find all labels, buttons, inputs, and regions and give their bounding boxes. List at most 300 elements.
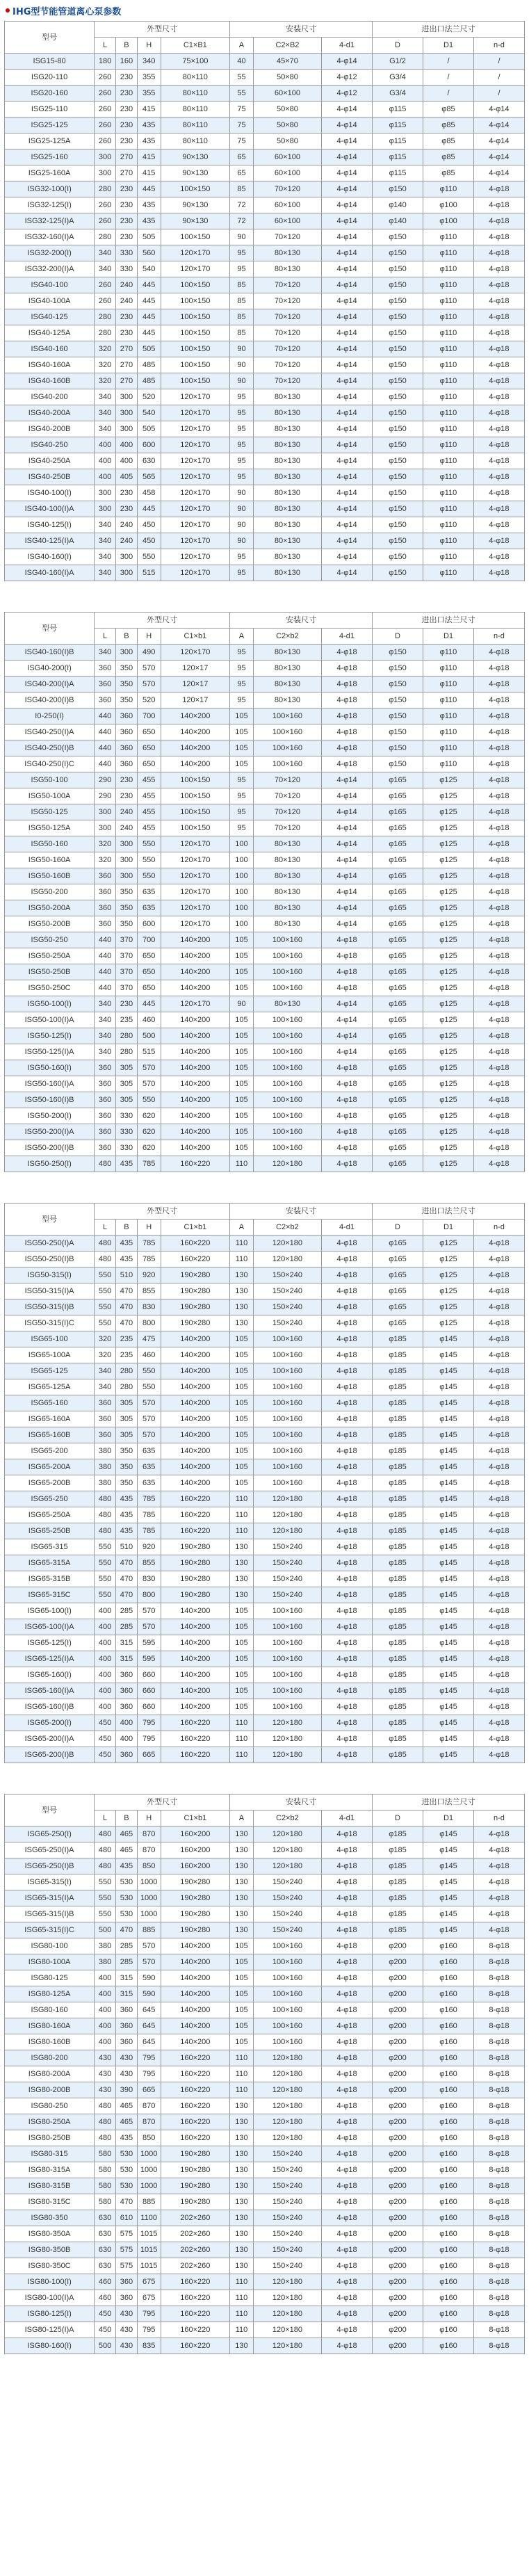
- table-cell: 80×130: [253, 421, 321, 437]
- table-cell: 120×170: [161, 261, 230, 277]
- table-cell: 100×160: [253, 1076, 321, 1092]
- table-cell: 1000: [137, 1874, 161, 1890]
- table-cell: 100×160: [253, 1603, 321, 1619]
- table-cell: φ200: [373, 2162, 423, 2178]
- table-cell: 4-φ18: [322, 1475, 373, 1491]
- table-cell: φ185: [373, 1427, 423, 1443]
- table-cell: 445: [137, 293, 161, 309]
- table-cell: 360: [95, 868, 116, 884]
- table-cell: 4-φ14: [322, 341, 373, 357]
- table-cell: 4-φ14: [322, 900, 373, 916]
- table-cell: 260: [95, 86, 116, 102]
- table-cell: φ110: [423, 453, 473, 469]
- model-cell: ISG50-100: [5, 772, 95, 788]
- table-cell: 4-φ14: [322, 118, 373, 133]
- table-row: [5, 1475, 525, 1491]
- table-cell: 340: [95, 533, 116, 549]
- table-cell: φ140: [373, 197, 423, 213]
- table-cell: 4-φ18: [322, 2258, 373, 2274]
- column-header: n-d: [473, 629, 524, 645]
- table-cell: 4-φ18: [473, 836, 524, 852]
- table-cell: 4-φ14: [322, 437, 373, 453]
- table-cell: φ185: [373, 1922, 423, 1938]
- table-cell: φ185: [373, 1619, 423, 1635]
- table-cell: φ150: [373, 677, 423, 692]
- table-cell: 230: [115, 485, 137, 501]
- table-cell: φ200: [373, 2082, 423, 2098]
- table-cell: 190×280: [161, 1299, 230, 1315]
- table-cell: 305: [115, 1076, 137, 1092]
- table-cell: 330: [115, 245, 137, 261]
- table-row: [5, 357, 525, 373]
- model-cell: I0-250(I): [5, 708, 95, 724]
- table-row: [5, 213, 525, 229]
- table-cell: 785: [137, 1236, 161, 1251]
- table-cell: 4-φ14: [322, 325, 373, 341]
- table-cell: 4-φ18: [322, 1715, 373, 1731]
- spec-table: [4, 1794, 525, 2354]
- table-cell: 4-φ18: [322, 677, 373, 692]
- table-cell: 4-φ14: [322, 149, 373, 165]
- table-cell: 315: [115, 1986, 137, 2002]
- table-cell: 4-φ18: [322, 1938, 373, 1954]
- table-row: [5, 2226, 525, 2242]
- table-cell: φ125: [423, 804, 473, 820]
- table-cell: 360: [115, 1683, 137, 1699]
- table-cell: 4-φ14: [322, 916, 373, 932]
- table-cell: 360: [95, 884, 116, 900]
- table-cell: 4-φ14: [322, 293, 373, 309]
- table-cell: 4-φ18: [473, 1890, 524, 1906]
- table-cell: 100×160: [253, 1347, 321, 1363]
- table-cell: φ185: [373, 1395, 423, 1411]
- table-cell: 350: [115, 1443, 137, 1459]
- model-cell: ISG65-315(I)A: [5, 1890, 95, 1906]
- table-row: [5, 996, 525, 1012]
- table-cell: φ165: [373, 788, 423, 804]
- table-cell: 4-φ18: [322, 1395, 373, 1411]
- table-row: [5, 1092, 525, 1108]
- table-cell: 140×200: [161, 1028, 230, 1044]
- table-cell: 160×220: [161, 1731, 230, 1747]
- model-cell: ISG65-100A: [5, 1347, 95, 1363]
- column-header: L: [95, 1811, 116, 1826]
- table-cell: 580: [95, 2162, 116, 2178]
- table-cell: 4-φ18: [473, 1571, 524, 1587]
- table-cell: 435: [115, 1156, 137, 1172]
- table-cell: 105: [230, 1028, 254, 1044]
- table-cell: 110: [230, 1523, 254, 1539]
- model-cell: ISG65-315(I): [5, 1874, 95, 1890]
- table-cell: 785: [137, 1491, 161, 1507]
- table-cell: 440: [95, 948, 116, 964]
- model-cell: ISG80-315: [5, 2146, 95, 2162]
- table-cell: 320: [95, 373, 116, 389]
- table-cell: 130: [230, 1826, 254, 1842]
- table-cell: 665: [137, 1747, 161, 1763]
- table-row: [5, 2242, 525, 2258]
- table-cell: 105: [230, 1667, 254, 1683]
- table-cell: φ145: [423, 1587, 473, 1603]
- table-cell: 4-φ18: [322, 2210, 373, 2226]
- table-cell: 4-φ14: [473, 165, 524, 181]
- table-cell: 190×280: [161, 1267, 230, 1283]
- table-cell: 120×180: [253, 1842, 321, 1858]
- table-cell: 4-φ18: [473, 565, 524, 581]
- table-cell: 130: [230, 1906, 254, 1922]
- table-cell: φ145: [423, 1363, 473, 1379]
- table-cell: 630: [95, 2210, 116, 2226]
- table-cell: 510: [115, 1539, 137, 1555]
- table-cell: 100×160: [253, 980, 321, 996]
- table-cell: 435: [137, 133, 161, 149]
- table-row: [5, 102, 525, 118]
- table-row: [5, 980, 525, 996]
- table-cell: 480: [95, 2098, 116, 2114]
- table-row: [5, 2194, 525, 2210]
- table-cell: 550: [95, 1587, 116, 1603]
- table-cell: φ145: [423, 1603, 473, 1619]
- table-cell: 160×200: [161, 1842, 230, 1858]
- table-cell: 400: [95, 469, 116, 485]
- table-cell: 90: [230, 373, 254, 389]
- model-cell: ISG65-315A: [5, 1555, 95, 1571]
- table-cell: 130: [230, 1315, 254, 1331]
- table-cell: 80×130: [253, 501, 321, 517]
- table-cell: 4-φ18: [322, 1507, 373, 1523]
- model-cell: ISG50-100(I): [5, 996, 95, 1012]
- table-cell: 95: [230, 421, 254, 437]
- table-cell: 140×200: [161, 708, 230, 724]
- table-row: [5, 724, 525, 740]
- table-cell: 4-φ18: [322, 1651, 373, 1667]
- table-cell: 120×180: [253, 1491, 321, 1507]
- table-cell: φ145: [423, 1555, 473, 1571]
- model-cell: ISG65-160: [5, 1395, 95, 1411]
- table-row: [5, 1076, 525, 1092]
- table-row: [5, 1156, 525, 1172]
- table-cell: 100×150: [161, 804, 230, 820]
- model-cell: ISG40-250(I)B: [5, 740, 95, 756]
- table-cell: 360: [95, 1395, 116, 1411]
- table-cell: 4-φ18: [322, 2178, 373, 2194]
- table-cell: 355: [137, 86, 161, 102]
- table-cell: 440: [95, 724, 116, 740]
- table-row: [5, 1347, 525, 1363]
- table-cell: 4-φ18: [322, 1587, 373, 1603]
- table-cell: φ110: [423, 277, 473, 293]
- table-cell: 140×200: [161, 1443, 230, 1459]
- table-cell: 130: [230, 1587, 254, 1603]
- table-cell: 330: [115, 1108, 137, 1124]
- table-cell: 1000: [137, 2146, 161, 2162]
- table-cell: 105: [230, 756, 254, 772]
- table-cell: 160×220: [161, 1236, 230, 1251]
- table-cell: 435: [137, 197, 161, 213]
- table-cell: 400: [95, 1619, 116, 1635]
- table-cell: 80×110: [161, 118, 230, 133]
- table-cell: 130: [230, 2258, 254, 2274]
- table-cell: 300: [115, 836, 137, 852]
- column-header: B: [115, 38, 137, 54]
- model-cell: ISG65-160(I)A: [5, 1683, 95, 1699]
- table-cell: 470: [115, 1299, 137, 1315]
- table-cell: 465: [115, 2098, 137, 2114]
- table-cell: φ160: [423, 2162, 473, 2178]
- table-cell: φ160: [423, 1954, 473, 1970]
- model-cell: ISG80-160(I): [5, 2338, 95, 2354]
- table-cell: φ150: [373, 405, 423, 421]
- table-cell: 4-φ18: [473, 437, 524, 453]
- table-cell: /: [473, 54, 524, 70]
- table-cell: 70×120: [253, 229, 321, 245]
- model-cell: ISG65-250: [5, 1491, 95, 1507]
- model-cell: ISG40-200(I)A: [5, 677, 95, 692]
- table-cell: 4-φ18: [473, 884, 524, 900]
- table-cell: 110: [230, 1731, 254, 1747]
- table-cell: 190×280: [161, 1571, 230, 1587]
- table-cell: 4-φ18: [473, 533, 524, 549]
- table-cell: 4-φ18: [473, 181, 524, 197]
- table-cell: 4-φ18: [322, 948, 373, 964]
- table-cell: 550: [95, 1890, 116, 1906]
- table-cell: 190×280: [161, 1315, 230, 1331]
- table-cell: 100×160: [253, 2002, 321, 2018]
- table-cell: φ145: [423, 1379, 473, 1395]
- table-cell: φ110: [423, 661, 473, 677]
- table-cell: 130: [230, 1858, 254, 1874]
- column-header: L: [95, 1220, 116, 1236]
- table-cell: 110: [230, 2082, 254, 2098]
- table-cell: 100×160: [253, 1970, 321, 1986]
- table-cell: 4-φ18: [473, 916, 524, 932]
- table-cell: 90×130: [161, 149, 230, 165]
- table-cell: 105: [230, 1347, 254, 1363]
- table-cell: 100: [230, 884, 254, 900]
- table-cell: 100: [230, 900, 254, 916]
- table-cell: 4-φ14: [322, 261, 373, 277]
- table-cell: 4-φ18: [473, 1667, 524, 1683]
- table-row: [5, 1267, 525, 1283]
- model-cell: ISG40-250: [5, 437, 95, 453]
- table-cell: 280: [115, 1044, 137, 1060]
- table-cell: 160×220: [161, 1523, 230, 1539]
- table-cell: φ125: [423, 1267, 473, 1283]
- table-cell: 240: [115, 293, 137, 309]
- table-cell: 380: [95, 1938, 116, 1954]
- model-cell: ISG40-160A: [5, 357, 95, 373]
- table-cell: φ125: [423, 1140, 473, 1156]
- model-cell: ISG20-160: [5, 86, 95, 102]
- table-cell: 4-φ18: [473, 1028, 524, 1044]
- table-cell: 4-φ18: [322, 2290, 373, 2306]
- table-cell: 4-φ18: [322, 964, 373, 980]
- table-cell: 120×170: [161, 645, 230, 661]
- table-cell: G1/2: [373, 54, 423, 70]
- model-cell: ISG65-250A: [5, 1507, 95, 1523]
- table-cell: 458: [137, 485, 161, 501]
- table-cell: φ165: [373, 964, 423, 980]
- table-cell: 95: [230, 645, 254, 661]
- table-row: [5, 2338, 525, 2354]
- table-cell: 80×130: [253, 900, 321, 916]
- table-cell: 300: [115, 421, 137, 437]
- table-cell: 550: [95, 1906, 116, 1922]
- table-cell: 4-φ18: [473, 1044, 524, 1060]
- table-row: [5, 2178, 525, 2194]
- table-cell: 110: [230, 1715, 254, 1731]
- table-cell: φ160: [423, 2258, 473, 2274]
- table-row: [5, 2098, 525, 2114]
- column-header: n-d: [473, 38, 524, 54]
- table-row: [5, 1411, 525, 1427]
- table-cell: φ185: [373, 1747, 423, 1763]
- column-header: D: [373, 1811, 423, 1826]
- table-cell: 120×180: [253, 2338, 321, 2354]
- table-cell: 4-φ18: [473, 1140, 524, 1156]
- table-cell: 630: [95, 2242, 116, 2258]
- table-cell: 140×200: [161, 1076, 230, 1092]
- table-cell: φ165: [373, 1044, 423, 1060]
- table-row: [5, 165, 525, 181]
- table-cell: φ145: [423, 1619, 473, 1635]
- table-cell: 190×280: [161, 1283, 230, 1299]
- table-cell: 105: [230, 708, 254, 724]
- table-cell: 400: [115, 437, 137, 453]
- table-cell: 4-φ18: [473, 453, 524, 469]
- table-cell: 105: [230, 980, 254, 996]
- table-cell: φ125: [423, 1156, 473, 1172]
- table-cell: 4-φ14: [322, 533, 373, 549]
- table-cell: φ145: [423, 1539, 473, 1555]
- table-cell: 120×170: [161, 836, 230, 852]
- table-cell: φ200: [373, 2034, 423, 2050]
- table-cell: 105: [230, 1986, 254, 2002]
- column-group-outer-dimensions: 外型尺寸: [95, 1795, 230, 1811]
- table-row: [5, 341, 525, 357]
- table-cell: 470: [115, 1922, 137, 1938]
- table-cell: 150×240: [253, 1571, 321, 1587]
- column-header: 4-d1: [322, 1220, 373, 1236]
- table-cell: 110: [230, 2306, 254, 2322]
- table-cell: 870: [137, 1842, 161, 1858]
- table-cell: φ150: [373, 245, 423, 261]
- table-cell: 305: [115, 1427, 137, 1443]
- model-cell: ISG25-160: [5, 149, 95, 165]
- table-cell: 140×200: [161, 1395, 230, 1411]
- table-cell: 340: [95, 1028, 116, 1044]
- table-cell: 230: [115, 118, 137, 133]
- table-cell: 4-φ14: [322, 181, 373, 197]
- table-cell: φ185: [373, 1411, 423, 1427]
- table-cell: 120×180: [253, 2066, 321, 2082]
- table-cell: 105: [230, 1060, 254, 1076]
- table-cell: 4-φ14: [322, 165, 373, 181]
- table-cell: φ165: [373, 996, 423, 1012]
- table-cell: 870: [137, 1826, 161, 1842]
- table-cell: 8-φ18: [473, 2034, 524, 2050]
- table-cell: 8-φ18: [473, 2130, 524, 2146]
- table-row: [5, 1938, 525, 1954]
- table-cell: φ185: [373, 1555, 423, 1571]
- table-cell: 450: [95, 1715, 116, 1731]
- table-cell: φ110: [423, 724, 473, 740]
- table-cell: 80×110: [161, 86, 230, 102]
- table-cell: φ160: [423, 2306, 473, 2322]
- table-row: [5, 1060, 525, 1076]
- table-cell: φ185: [373, 1603, 423, 1619]
- table-cell: 105: [230, 1651, 254, 1667]
- table-cell: 230: [115, 102, 137, 118]
- table-cell: φ145: [423, 1491, 473, 1507]
- table-cell: 120×180: [253, 1156, 321, 1172]
- table-row: [5, 1667, 525, 1683]
- table-cell: 300: [95, 820, 116, 836]
- table-cell: 160×200: [161, 1826, 230, 1842]
- table-cell: 90×130: [161, 197, 230, 213]
- table-cell: 4-φ18: [322, 2082, 373, 2098]
- table-cell: φ185: [373, 1347, 423, 1363]
- table-cell: φ150: [373, 229, 423, 245]
- table-cell: 150×240: [253, 2162, 321, 2178]
- model-cell: ISG65-200(I)B: [5, 1747, 95, 1763]
- table-cell: 360: [95, 1108, 116, 1124]
- table-row: [5, 708, 525, 724]
- table-cell: 8-φ18: [473, 2050, 524, 2066]
- table-cell: 80×110: [161, 102, 230, 118]
- table-cell: 4-φ18: [322, 724, 373, 740]
- table-cell: 80×130: [253, 836, 321, 852]
- table-cell: 230: [115, 996, 137, 1012]
- table-cell: 190×280: [161, 1539, 230, 1555]
- model-cell: ISG40-160: [5, 341, 95, 357]
- table-cell: 4-φ14: [322, 996, 373, 1012]
- table-cell: 430: [115, 2322, 137, 2338]
- table-cell: 140×200: [161, 1683, 230, 1699]
- table-cell: 650: [137, 740, 161, 756]
- model-cell: ISG40-100A: [5, 293, 95, 309]
- table-cell: φ125: [423, 1060, 473, 1076]
- table-cell: 700: [137, 932, 161, 948]
- table-cell: 100×160: [253, 1028, 321, 1044]
- table-cell: 105: [230, 932, 254, 948]
- model-cell: ISG80-125(I): [5, 2306, 95, 2322]
- table-cell: 130: [230, 1922, 254, 1938]
- table-row: [5, 1539, 525, 1555]
- table-cell: 530: [115, 2162, 137, 2178]
- table-cell: φ145: [423, 1395, 473, 1411]
- table-cell: φ200: [373, 2338, 423, 2354]
- table-cell: 300: [115, 549, 137, 565]
- table-cell: 120×180: [253, 1715, 321, 1731]
- table-cell: 80×130: [253, 469, 321, 485]
- table-row: [5, 293, 525, 309]
- table-cell: 400: [95, 1667, 116, 1683]
- table-cell: 140×200: [161, 980, 230, 996]
- table-cell: 100×150: [161, 772, 230, 788]
- table-cell: φ150: [373, 389, 423, 405]
- table-cell: 305: [115, 1395, 137, 1411]
- model-cell: ISG50-250B: [5, 964, 95, 980]
- table-cell: 75: [230, 133, 254, 149]
- table-cell: 100×150: [161, 181, 230, 197]
- table-row: [5, 772, 525, 788]
- table-cell: 260: [95, 118, 116, 133]
- table-cell: 4-φ18: [473, 1587, 524, 1603]
- table-cell: 100×160: [253, 1060, 321, 1076]
- table-cell: 520: [137, 692, 161, 708]
- table-cell: φ185: [373, 1906, 423, 1922]
